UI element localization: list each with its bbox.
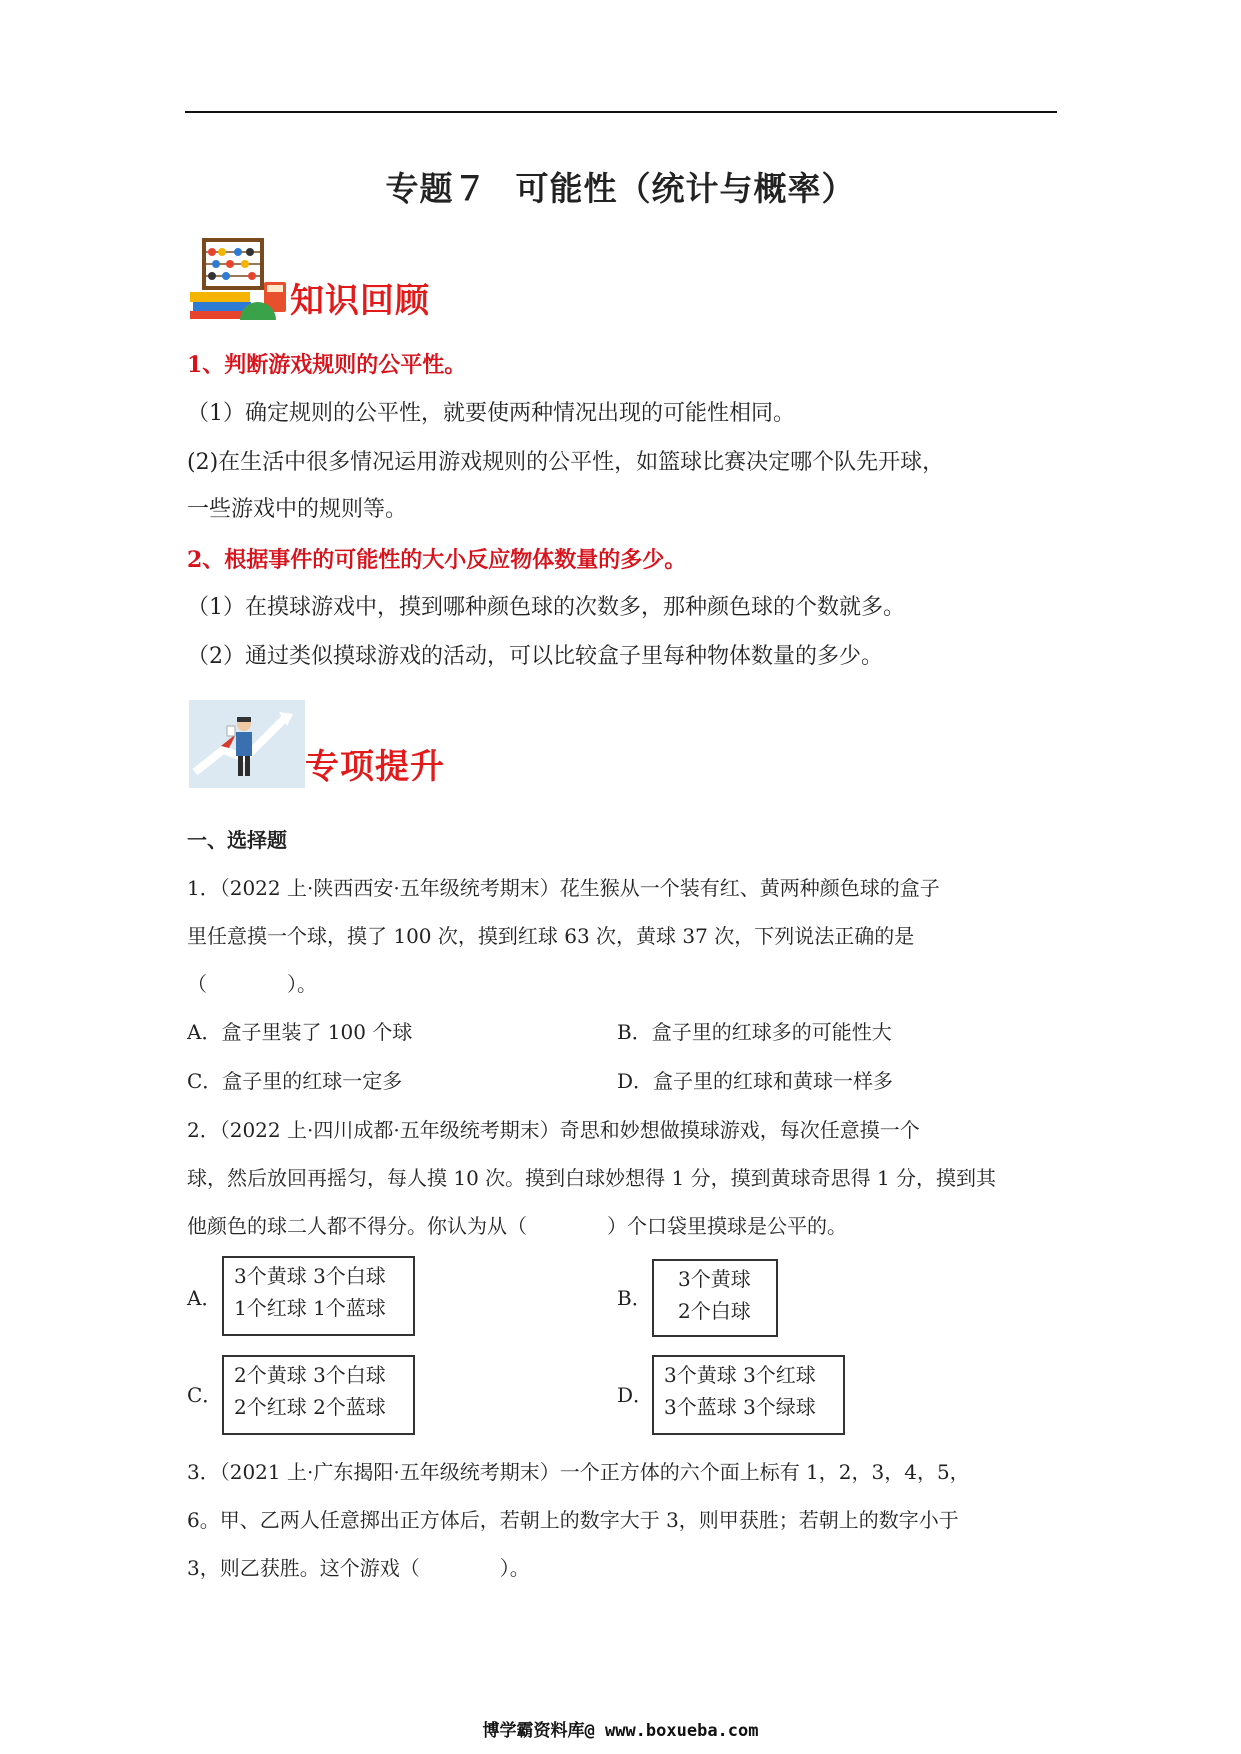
page-footer: 博学霸资料库@ www.boxueba.com [482, 1721, 759, 1741]
improvement-heading: 专项提升 [305, 747, 445, 787]
point2-heading: 2、根据事件的可能性的大小反应物体数量的多少。 [187, 547, 687, 573]
q2-option-c-box[interactable] [222, 1355, 415, 1435]
q2-option-d-box[interactable] [652, 1355, 845, 1435]
growth-person-icon [189, 700, 305, 788]
q3-text-1: 3．（2021 上·广东揭阳·五年级统考期末）一个正方体的六个面上标有 1，2，3，4，5， [187, 1460, 970, 1484]
part-heading: 一、选择题 [187, 828, 287, 852]
q2-option-a-row1: 3个黄球 3个白球 [234, 1264, 386, 1288]
q1-text-2: 里任意摸一个球，摸了 100 次，摸到红球 63 次，黄球 37 次，下列说法正确的是 [187, 924, 915, 948]
point1-text-1: （1）确定规则的公平性，就要使两种情况出现的可能性相同。 [187, 401, 795, 426]
q2-option-b-row2: 2个白球 [678, 1299, 751, 1323]
q2-option-d-row2: 3个蓝球 3个绿球 [664, 1395, 816, 1419]
point1-text-3: 一些游戏中的规则等。 [187, 497, 408, 522]
abacus-books-icon [190, 232, 290, 322]
point2-text-2: （2）通过类似摸球游戏的活动，可以比较盒子里每种物体数量的多少。 [187, 644, 883, 669]
q2-option-a-row2: 1个红球 1个蓝球 [234, 1296, 386, 1320]
q2-text-1: 2．（2022 上·四川成都·五年级统考期末）奇思和妙想做摸球游戏，每次任意摸一个 [187, 1118, 920, 1142]
page-title-sub: 可能性（统计与概率） [515, 169, 856, 208]
q3-text-2: 6。甲、乙两人任意掷出正方体后，若朝上的数字大于 3，则甲获胜；若朝上的数字小于 [187, 1508, 959, 1532]
page-title-main: 专题７ [385, 169, 488, 208]
q1-option-b[interactable]: B．盒子里的红球多的可能性大 [617, 1020, 892, 1044]
q1-option-c[interactable]: C．盒子里的红球一定多 [187, 1069, 403, 1093]
page-title [0, 163, 1241, 210]
point1-heading: 1、判断游戏规则的公平性。 [187, 352, 467, 378]
q2-option-c-row1: 2个黄球 3个白球 [234, 1363, 386, 1387]
q2-option-b-row1: 3个黄球 [678, 1267, 751, 1291]
q2-option-c-row2: 2个红球 2个蓝球 [234, 1395, 386, 1419]
improvement-banner [189, 700, 445, 788]
q2-text-2: 球，然后放回再摇匀，每人摸 10 次。摸到白球妙想得 1 分，摸到黄球奇思得 1 分，摸到其 [187, 1166, 997, 1190]
q2-option-c-label[interactable]: C． [187, 1383, 223, 1407]
point2-text-1: （1）在摸球游戏中，摸到哪种颜色球的次数多，那种颜色球的个数就多。 [187, 595, 905, 620]
knowledge-review-heading: 知识回顾 [290, 281, 430, 321]
q2-option-b-box[interactable] [652, 1259, 778, 1337]
header-rule [185, 111, 1057, 113]
q1-option-d[interactable]: D．盒子里的红球和黄球一样多 [617, 1069, 894, 1093]
knowledge-review-banner [190, 232, 430, 322]
q2-option-d-label[interactable]: D． [617, 1383, 654, 1407]
q2-option-a-box[interactable] [222, 1256, 415, 1336]
q1-text-3: （ ）。 [187, 972, 317, 996]
q1-text-1: 1．（2022 上·陕西西安·五年级统考期末）花生猴从一个装有红、黄两种颜色球的盒子 [187, 876, 940, 900]
q2-option-a-label[interactable]: A． [187, 1286, 222, 1310]
q2-option-b-label[interactable]: B． [617, 1286, 652, 1310]
q2-option-d-row1: 3个黄球 3个红球 [664, 1363, 816, 1387]
q1-option-a[interactable]: A．盒子里装了 100 个球 [187, 1020, 413, 1044]
point1-text-2: (2)在生活中很多情况运用游戏规则的公平性，如篮球比赛决定哪个队先开球， [187, 450, 945, 475]
q2-text-3: 他颜色的球二人都不得分。你认为从（ ）个口袋里摸球是公平的。 [187, 1214, 847, 1238]
q3-text-3: 3，则乙获胜。这个游戏（ ）。 [187, 1556, 530, 1580]
